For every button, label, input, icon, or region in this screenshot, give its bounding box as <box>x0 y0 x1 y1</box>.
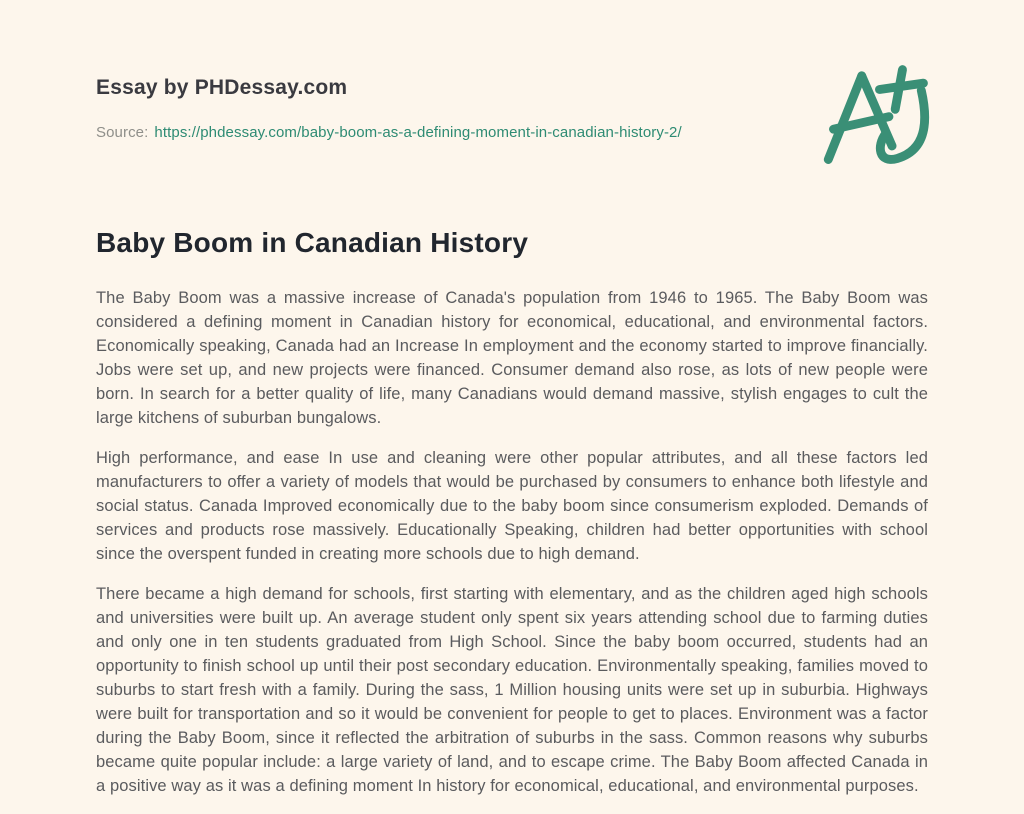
page-header <box>96 76 796 141</box>
a-plus-logo-icon <box>822 58 937 168</box>
source-label: Source: <box>96 124 149 141</box>
source-link[interactable]: https://phdessay.com/baby-boom-as-a-defining-moment-in-canadian-history-2/ <box>154 124 682 141</box>
essay-paragraph-2: High performance, and ease In use and cleaning were other popular attributes, and all these factors led manufacturers to offer a variety of models that would be purchased by consumers to enhance both lifestyle and social status. Canada Improved economically due to the baby boom since consumerism exploded. Demands of services and products rose massively. Educationally Speaking, children had better opportunities with school since the overspent funded in creating more schools due to high demand. <box>96 449 928 563</box>
essay-title: Baby Boom in Canadian History <box>96 227 529 258</box>
essay-byline: Essay by PHDessay.com <box>96 76 348 99</box>
essay-body <box>96 286 928 814</box>
essay-paragraph-3: There became a high demand for schools, first starting with elementary, and as the children aged high schools and universities were built up. An average student only spent six years attending school due to farming duties and only one in ten students graduated from High School. Since the baby boom occurred, students had an opportunity to finish school up until their post secondary education. Environmentally speaking, families moved to suburbs to start fresh with a family. During the sass, 1 Million housing units were set up in suburbia. Highways were built for transportation and so it would be convenient for people to get to places. Environment was a factor during the Baby Boom, since it reflected the arbitration of suburbs in the sass. Common reasons why suburbs became quite popular include: a large variety of land, and to escape crime. The Baby Boom affected Canada in a positive way as it was a defining moment In history for economical, educational, and environmental purposes. <box>96 585 928 795</box>
source-row <box>96 124 796 141</box>
essay-paragraph-1: The Baby Boom was a massive increase of Canada's population from 1946 to 1965. The Baby Boom was considered a defining moment in Canadian history for economical, educational, and environmental factors. Economically speaking, Canada had an Increase In employment and the economy started to improve financially. Jobs were set up, and new projects were financed. Consumer demand also rose, as lots of new people were born. In search for a better quality of life, many Canadians would demand massive, stylish engages to cult the large kitchens of suburban bungalows. <box>96 289 928 427</box>
